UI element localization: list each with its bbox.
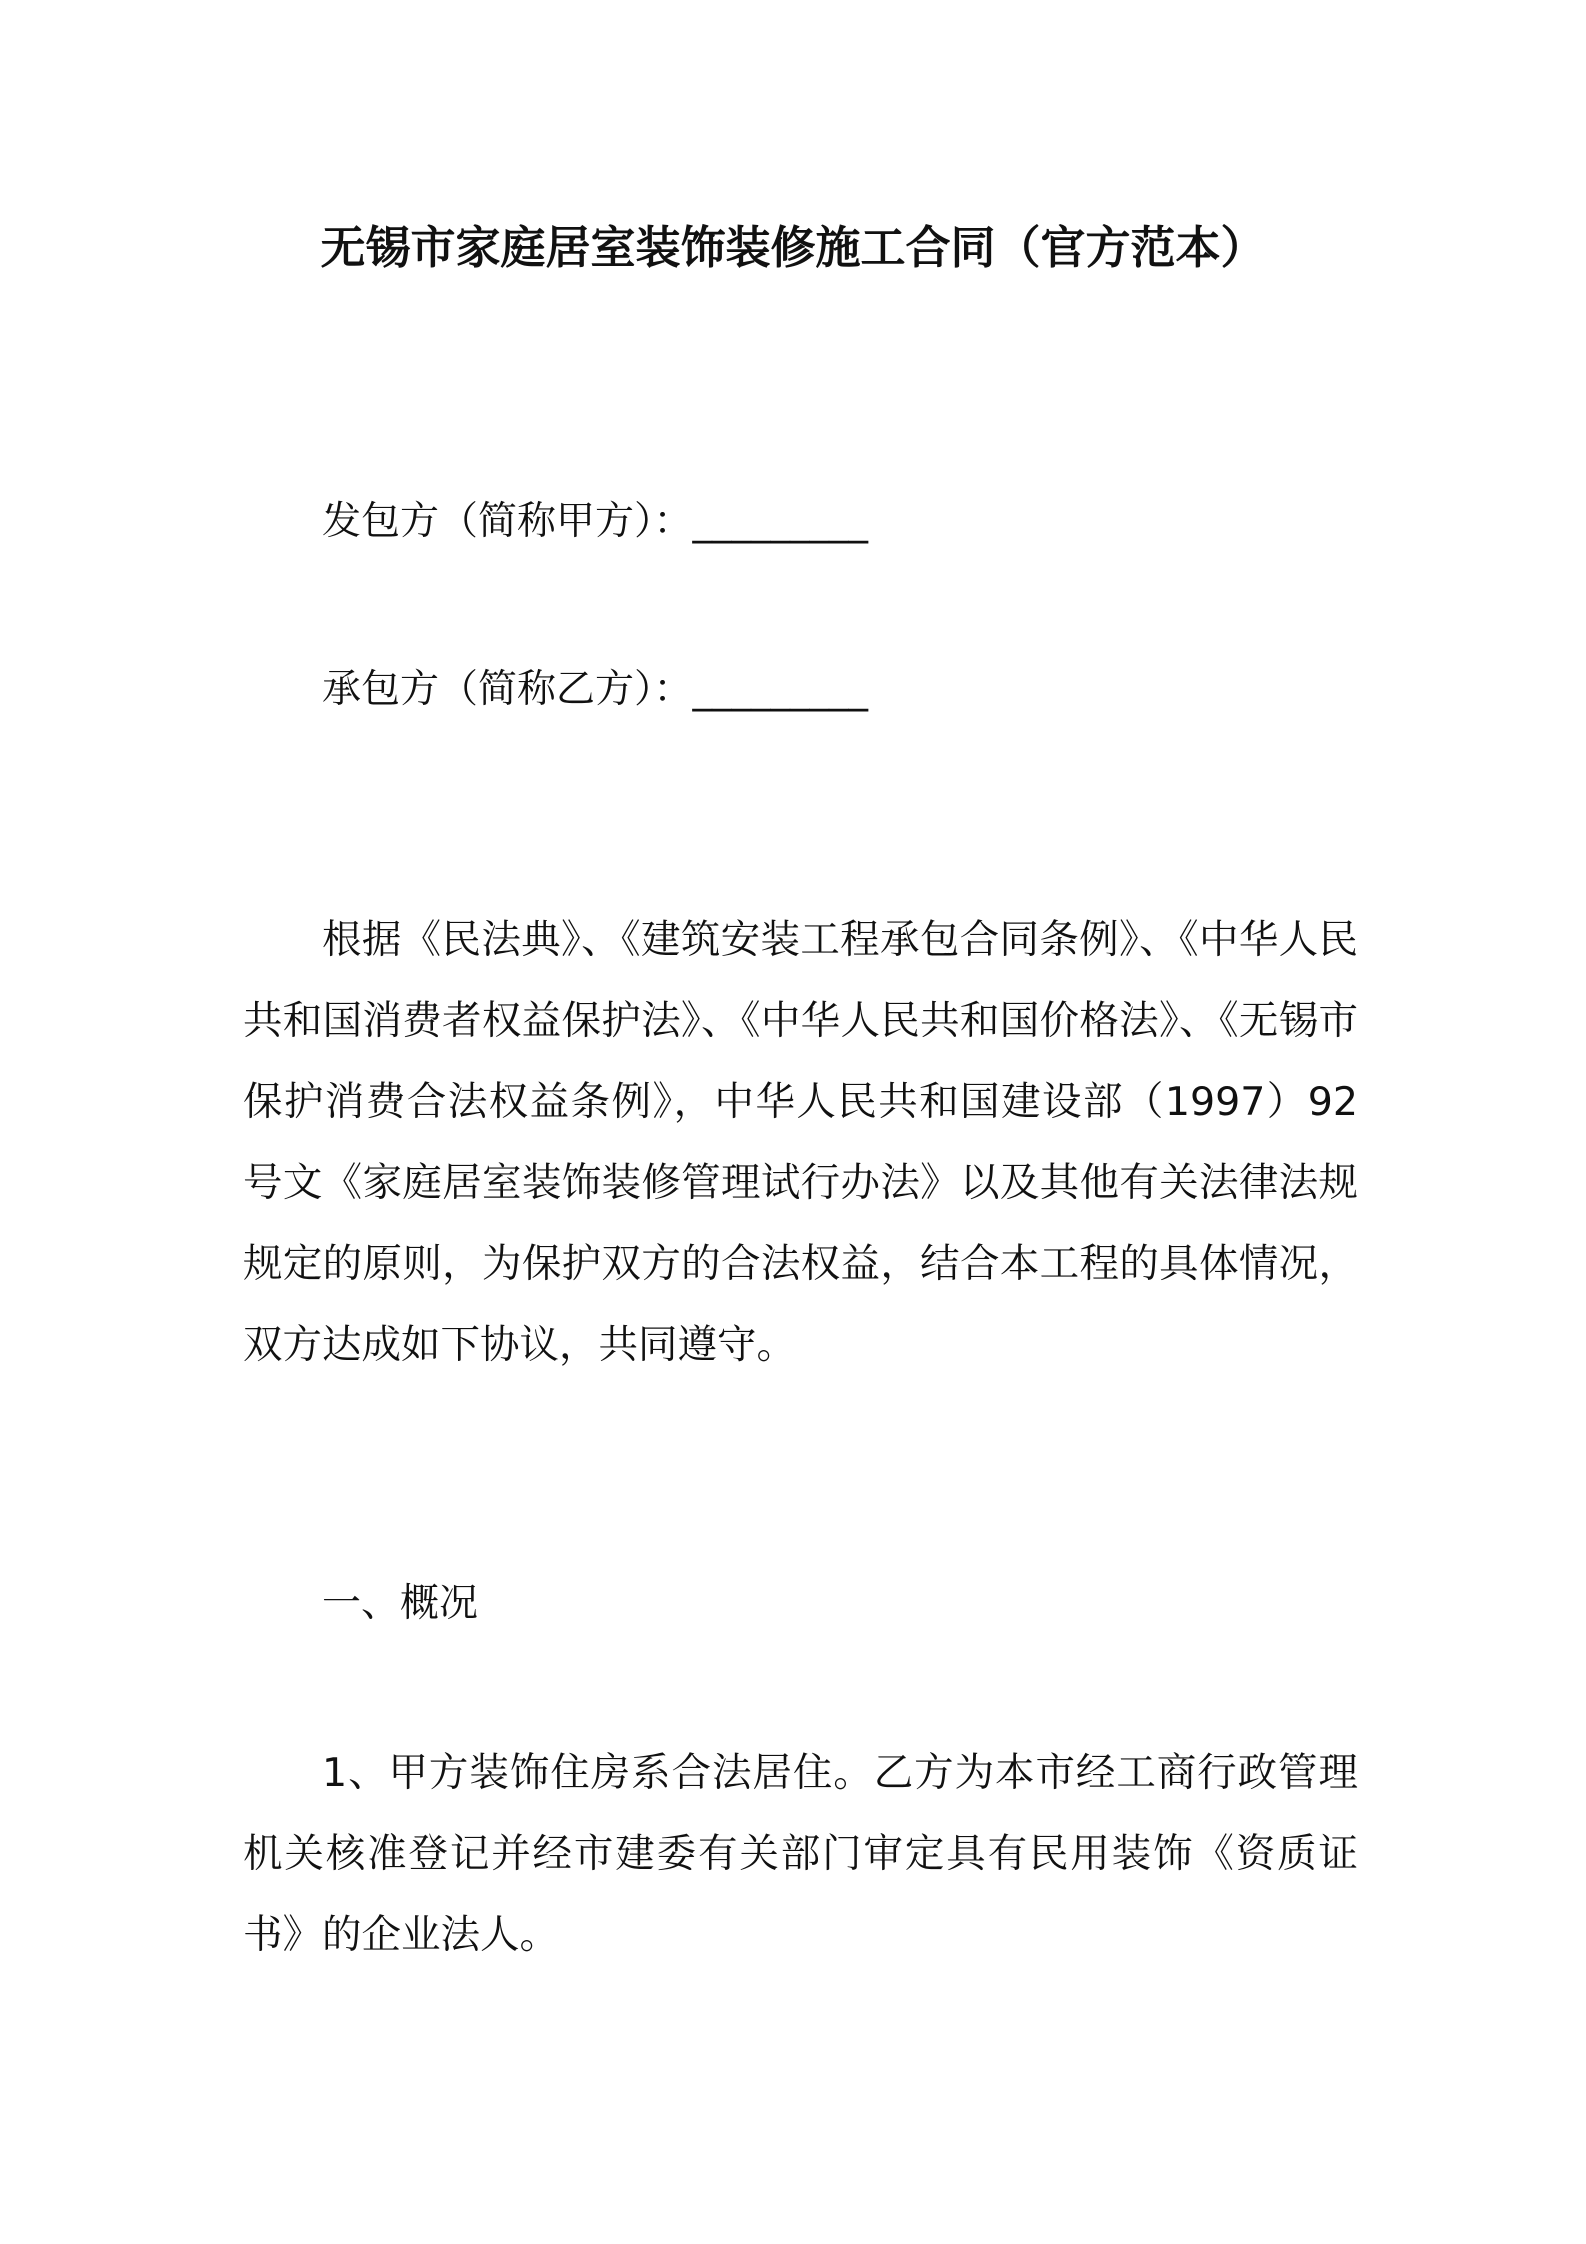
preamble-paragraph: 根据《民法典》、《建筑安装工程承包合同条例》、《中华人民共和国消费者权益保护法》、《中华人民共和国价格法》、《无锡市保护消费合法权益条例》，中华人民共和国建设部（1997）92号文《家庭居室装饰装修管理试行办法》以及其他有关法律法规规定的原则，为保护双方的合法权益，结合本工程的具体情况，双方达成如下协议，共同遵守。 xyxy=(243,917,1358,1368)
document-title: 无锡市家庭居室装饰装修施工合同（官方范本） xyxy=(320,221,1266,274)
party-a-line: 发包方（简称甲方）：_________ xyxy=(322,499,869,544)
clause-1-paragraph: 1、甲方装饰住房系合法居住。乙方为本市经工商行政管理机关核准登记并经市建委有关部门审定具有民用装饰《资质证书》的企业法人。 xyxy=(243,1750,1358,1958)
section-heading-overview: 一、概况 xyxy=(322,1581,479,1626)
party-b-line: 承包方（简称乙方）：_________ xyxy=(322,667,869,712)
